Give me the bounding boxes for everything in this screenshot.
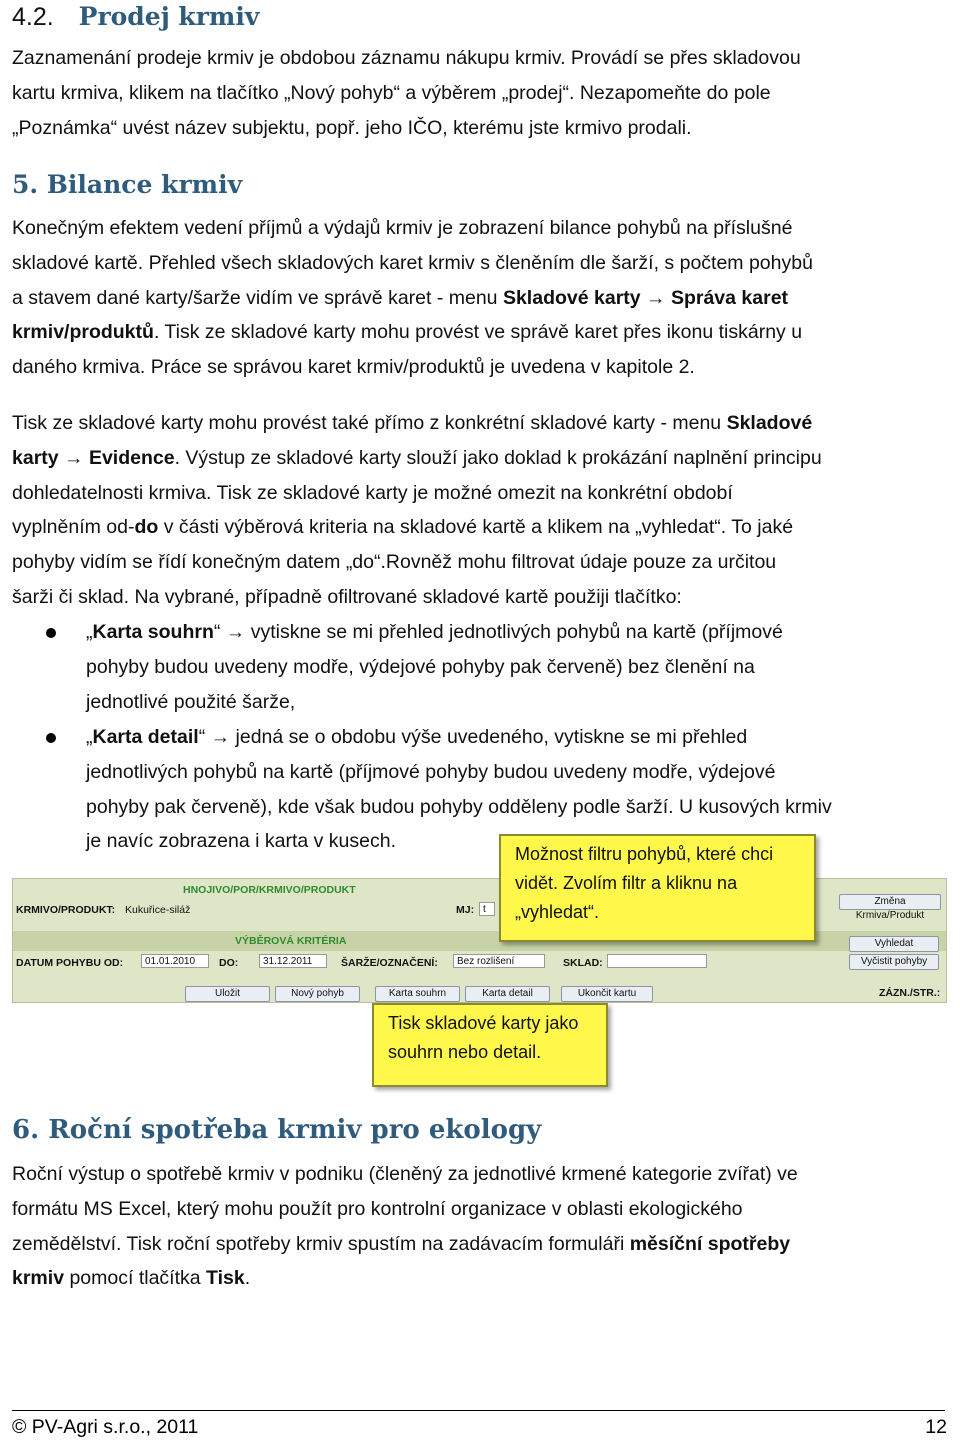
callout-line: vidět. Zvolím filtr a kliknu na bbox=[515, 873, 738, 893]
new-move-button[interactable]: Nový pohyb bbox=[275, 986, 360, 1002]
callout-line: souhrn nebo detail. bbox=[388, 1042, 542, 1062]
list-item-karta-souhrn bbox=[86, 615, 945, 719]
text-span: a stavem dané karty/šarže vidím ve správě karet - menu bbox=[12, 286, 503, 309]
page-number: 12 bbox=[925, 1416, 947, 1438]
text-line bbox=[12, 1261, 945, 1296]
text-span: vyplněním od- bbox=[12, 516, 135, 539]
date-to-field[interactable]: 31.12.2011 bbox=[259, 954, 327, 968]
text-span: Tisk ze skladové karty mohu provést také přímo z konkrétní skladové karty - menu bbox=[12, 412, 727, 434]
text-line: je navíc zobrazena i karta v kusech. bbox=[86, 830, 396, 853]
text-line: Roční výstup o spotřebě krmiv v podniku (členěný za jednotlivé krmené kategorie zvířat) ve bbox=[12, 1163, 798, 1185]
date-from-field[interactable]: 01.01.2010 bbox=[141, 954, 209, 968]
filter-callout bbox=[499, 834, 816, 942]
menu-path: Skladové bbox=[726, 412, 813, 434]
text-line bbox=[12, 441, 945, 476]
text-line: pohyby vidím se řídí konečným datem „do“.Rovněž mohu filtrovat údaje pouze za určitou bbox=[12, 551, 777, 574]
criteria-title: VÝBĚROVÁ KRITÉRIA bbox=[235, 935, 347, 947]
text-bold: do bbox=[134, 516, 159, 539]
text-span: . bbox=[244, 1267, 251, 1290]
text-line: „Poznámka“ uvést název subjektu, popř. jeho IČO, kterému jste krmivo prodali. bbox=[12, 116, 692, 139]
mj-label: MJ: bbox=[456, 904, 475, 916]
clear-moves-button[interactable]: Vyčistit pohyby bbox=[849, 954, 939, 970]
search-button[interactable]: Vyhledat bbox=[849, 936, 939, 952]
store-select[interactable] bbox=[607, 954, 707, 968]
date-from-label: DATUM POHYBU OD: bbox=[16, 957, 124, 969]
section-heading-5: 5. Bilance krmiv bbox=[12, 170, 243, 199]
text-line bbox=[12, 510, 945, 545]
batch-label: ŠARŽE/OZNAČENÍ: bbox=[341, 957, 438, 969]
menu-path: krmiv/produktů bbox=[12, 321, 154, 344]
menu-path: Skladové karty → Správa karet bbox=[502, 286, 789, 309]
text-span: . Tisk ze skladové karty mohu provést ve správě karet přes ikonu tiskárny u bbox=[153, 321, 803, 344]
button-name: Tisk bbox=[206, 1267, 245, 1290]
paragraph-bilance-1 bbox=[12, 211, 945, 385]
text-line: formátu MS Excel, který mohu použít pro kontrolní organizace v oblasti ekologického bbox=[12, 1197, 743, 1220]
bullet-icon bbox=[46, 628, 56, 638]
text-line bbox=[12, 315, 945, 350]
text-line: skladové kartě. Přehled všech skladových karet krmiv s členěním dle šarží, s počtem pohybů bbox=[12, 251, 813, 274]
text-line: Konečným efektem vedení příjmů a výdajů krmiv je zobrazení bilance pohybů na příslušné bbox=[12, 217, 793, 239]
product-value: Kukuřice-siláž bbox=[125, 904, 191, 916]
text-line: šarži či sklad. Na vybrané, případně ofiltrované skladové kartě použiji tlačítko: bbox=[12, 585, 682, 608]
text-line: pohyby pak červeně), kde však budou pohyby odděleny podle šarží. U kusových krmiv bbox=[86, 795, 832, 818]
batch-select[interactable]: Bez rozlišení bbox=[453, 954, 545, 968]
date-to-label: DO: bbox=[219, 957, 239, 969]
button-name: Karta detail bbox=[92, 726, 199, 748]
change-product-button[interactable]: Změna Krmiva/Produkt bbox=[839, 894, 941, 910]
text-span: “ → jedná se o obdobu výše uvedeného, vytiskne se mi přehled bbox=[198, 726, 748, 748]
paragraph-prodej bbox=[12, 41, 945, 145]
text-line: Zaznamenání prodeje krmiv je obdobou záznamu nákupu krmiv. Provádí se přes skladovou bbox=[12, 47, 801, 69]
menu-path: karty → Evidence bbox=[12, 446, 175, 469]
card-summary-button[interactable]: Karta souhrn bbox=[375, 986, 460, 1002]
paragraph-bilance-2 bbox=[12, 406, 945, 615]
close-card-button[interactable]: Ukončit kartu bbox=[561, 986, 653, 1002]
quote-mark: „ bbox=[86, 621, 93, 643]
form-name: krmiv bbox=[12, 1267, 65, 1290]
text-span: “ → vytiskne se mi přehled jednotlivých pohybů na kartě (příjmové bbox=[213, 621, 783, 643]
form-path: HNOJIVO/POR/KRMIVO/PRODUKT bbox=[183, 884, 356, 896]
text-line bbox=[12, 1227, 945, 1262]
section-title: Prodej krmiv bbox=[78, 2, 260, 31]
save-button[interactable]: Uložit bbox=[185, 986, 270, 1002]
section-heading-4-2 bbox=[12, 0, 259, 34]
form-name: měsíční spotřeby bbox=[629, 1232, 791, 1255]
mj-field[interactable]: t bbox=[479, 902, 495, 916]
text-line: dohledatelnosti krmiva. Tisk ze skladové karty je možné omezit na konkrétní období bbox=[12, 481, 733, 504]
button-name: Karta souhrn bbox=[92, 621, 214, 643]
text-line: daného krmiva. Práce se správou karet krmiv/produktů je uvedena v kapitole 2. bbox=[12, 356, 695, 379]
text-span: v části výběrová kriteria na skladové kartě a klikem na „vyhledat“. To jaké bbox=[158, 516, 794, 539]
callout-line: „vyhledat“. bbox=[515, 902, 600, 922]
section-number: 4.2. bbox=[12, 3, 54, 31]
card-detail-button[interactable]: Karta detail bbox=[465, 986, 550, 1002]
text-line bbox=[86, 615, 945, 650]
bullet-icon bbox=[46, 733, 56, 743]
text-line bbox=[12, 406, 945, 441]
text-span: zemědělství. Tisk roční spotřeby krmiv spustím na zadávacím formuláři bbox=[12, 1232, 630, 1255]
footer-copyright: © PV-Agri s.r.o., 2011 bbox=[12, 1416, 199, 1438]
paragraph-rocni-spotreba bbox=[12, 1157, 945, 1296]
print-callout bbox=[372, 1003, 608, 1087]
text-line: jednotlivých pohybů na kartě (příjmové pohyby budou uvedeny modře, výdejové bbox=[86, 760, 776, 783]
text-span: . Výstup ze skladové karty slouží jako doklad k prokázání naplnění principu bbox=[174, 446, 822, 469]
callout-line: Možnost filtru pohybů, které chci bbox=[515, 844, 774, 864]
footer-divider bbox=[12, 1410, 945, 1411]
text-span: pomocí tlačítka bbox=[64, 1267, 207, 1290]
quote-mark: „ bbox=[86, 726, 93, 748]
text-line bbox=[12, 281, 945, 316]
store-label: SKLAD: bbox=[563, 957, 603, 969]
record-page-label: ZÁZN./STR.: bbox=[879, 987, 941, 999]
callout-line: Tisk skladové karty jako bbox=[388, 1013, 579, 1033]
text-line: jednotlivé použité šarže, bbox=[86, 690, 296, 713]
section-heading-6: 6. Roční spotřeba krmiv pro ekology bbox=[12, 1115, 542, 1145]
text-line: kartu krmiva, klikem na tlačítko „Nový pohyb“ a výběrem „prodej“. Nezapomeňte do pole bbox=[12, 81, 771, 104]
text-line bbox=[86, 720, 945, 755]
product-label: KRMIVO/PRODUKT: bbox=[16, 904, 116, 916]
text-line: pohyby budou uvedeny modře, výdejové pohyby pak červeně) bez členění na bbox=[86, 655, 755, 678]
